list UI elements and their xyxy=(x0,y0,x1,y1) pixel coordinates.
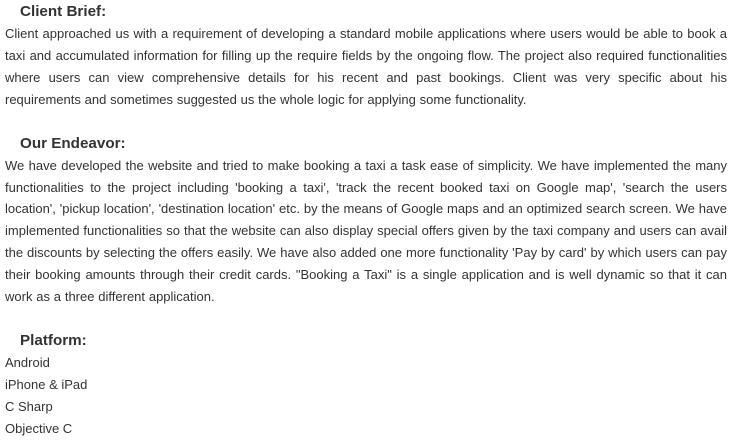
platform-item-android: Android xyxy=(5,354,50,370)
section-spacer xyxy=(5,308,727,330)
platform-item-c-sharp: C Sharp xyxy=(5,398,53,414)
section-spacer xyxy=(5,111,727,133)
platform-item-iphone-ipad: iPhone & iPad xyxy=(5,376,88,392)
our-endeavor-section xyxy=(5,133,727,308)
client-brief-text: Client approached us with a requirement of developing a standard mobile applications where users would be able to book a taxi and accumulated information for filling up the require fields by the ongoing flow. The project also required functionalities where users can view comprehensive details for his recent and past bookings. Client was very specific about his requirements and sometimes suggested us the whole logic for applying some functionality. xyxy=(5,26,727,107)
client-brief-section xyxy=(5,1,727,111)
our-endeavor-text: We have developed the website and tried to make booking a taxi a task ease of simplicity. We have implemented the many functionalities to the project including 'booking a taxi', 'track the recent booked taxi on Google map', 'search the users location', 'pickup location', 'destination location' etc. by the means of Google maps and an optimized search screen. We have implemented functionalities so that the website can also display special offers given by the taxi company and users can avail the discounts by selecting the offers easily. We have also added one more functionality 'Pay by card' by which users can pay their booking amounts through their credit cards. "Booking a Taxi" is a single application and is well dynamic so that it can work as a three different application. xyxy=(5,157,727,305)
platform-heading: Platform: xyxy=(20,331,87,349)
platform-item-objective-c: Objective C xyxy=(5,420,73,436)
our-endeavor-heading: Our Endeavor: xyxy=(20,134,126,152)
platform-section xyxy=(5,330,727,440)
platform-list xyxy=(5,352,727,440)
client-brief-heading: Client Brief: xyxy=(20,3,107,20)
